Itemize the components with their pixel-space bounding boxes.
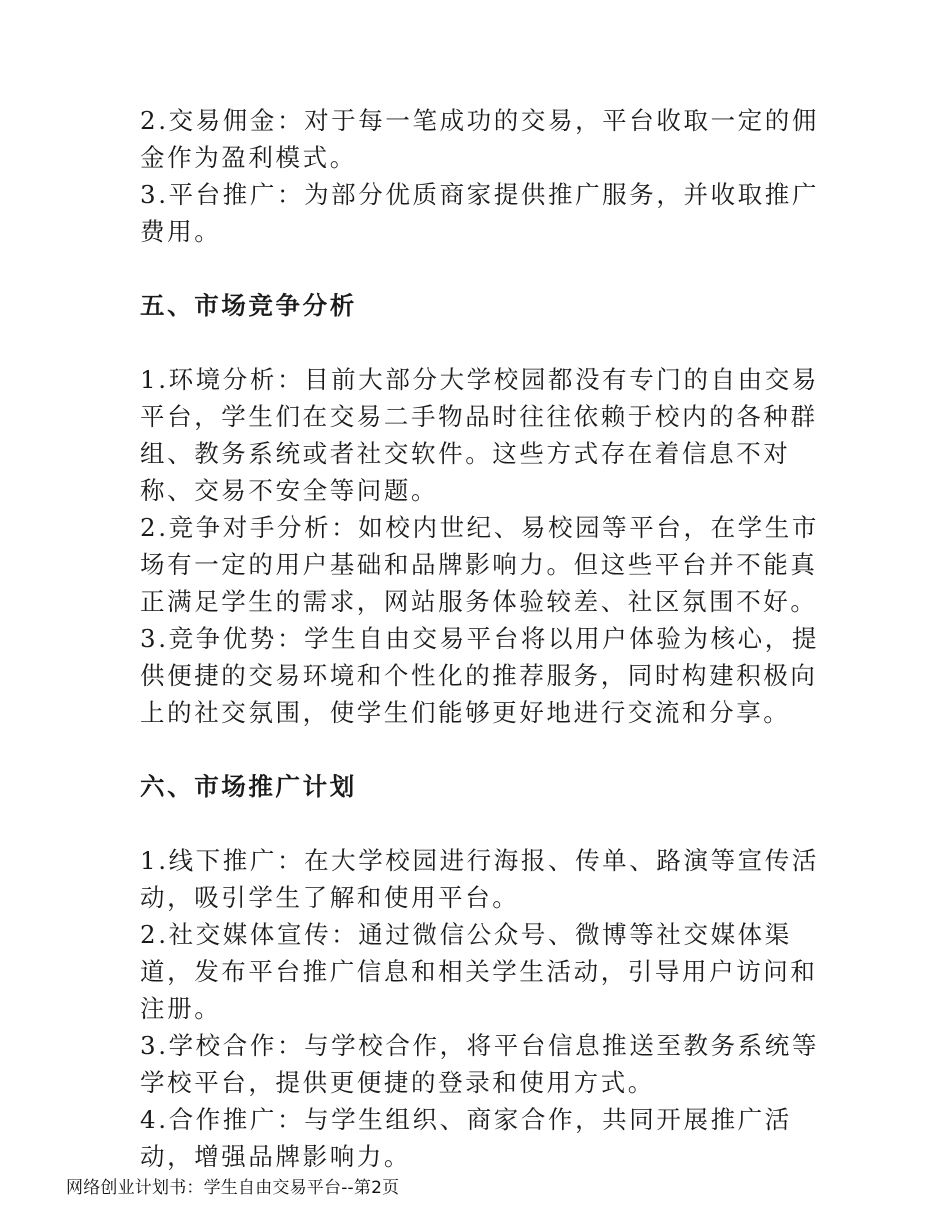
spacer (140, 250, 830, 287)
document-body (140, 102, 830, 1175)
promotion-plan-block (140, 842, 830, 1175)
list-item-competitors: 2.竞争对手分析：如校内世纪、易校园等平台，在学生市场有一定的用户基础和品牌影响力。但这些平台并不能真正满足学生的需求，网站服务体验较差、社区氛围不好。 (140, 513, 819, 616)
spacer (140, 731, 830, 768)
list-item-commission: 2.交易佣金：对于每一笔成功的交易，平台收取一定的佣金作为盈利模式。 (140, 106, 819, 172)
section-heading-promotion: 六、市场推广计划 (140, 772, 357, 801)
list-item-environment: 1.环境分析：目前大部分大学校园都没有专门的自由交易平台，学生们在交易二手物品时往往依赖于校内的各种群组、教务系统或者社交软件。这些方式存在着信息不对称、交易不安全等问题。 (140, 365, 819, 505)
list-item-social-media: 2.社交媒体宣传：通过微信公众号、微博等社交媒体渠道，发布平台推广信息和相关学生活动，引导用户访问和注册。 (140, 920, 818, 1023)
page-footer: 网络创业计划书：学生自由交易平台--第2页 (66, 1178, 400, 1198)
list-item-advantage: 3.竞争优势：学生自由交易平台将以用户体验为核心，提供便捷的交易环境和个性化的推荐服务，同时构建积极向上的社交氛围，使学生们能够更好地进行交流和分享。 (140, 624, 819, 727)
list-item-promotion-fee: 3.平台推广：为部分优质商家提供推广服务，并收取推广费用。 (140, 180, 819, 246)
spacer (140, 324, 830, 361)
section-heading-competition: 五、市场竞争分析 (140, 291, 357, 320)
competition-analysis-block (140, 361, 830, 731)
list-item-offline: 1.线下推广：在大学校园进行海报、传单、路演等宣传活动，吸引学生了解和使用平台。 (140, 846, 819, 912)
list-item-school-cooperation: 3.学校合作：与学校合作，将平台信息推送至教务系统等学校平台，提供更便捷的登录和使用方式。 (140, 1031, 819, 1097)
spacer (140, 805, 830, 842)
revenue-model-block (140, 102, 830, 250)
list-item-partner-promotion: 4.合作推广：与学生组织、商家合作，共同开展推广活动，增强品牌影响力。 (140, 1105, 792, 1171)
